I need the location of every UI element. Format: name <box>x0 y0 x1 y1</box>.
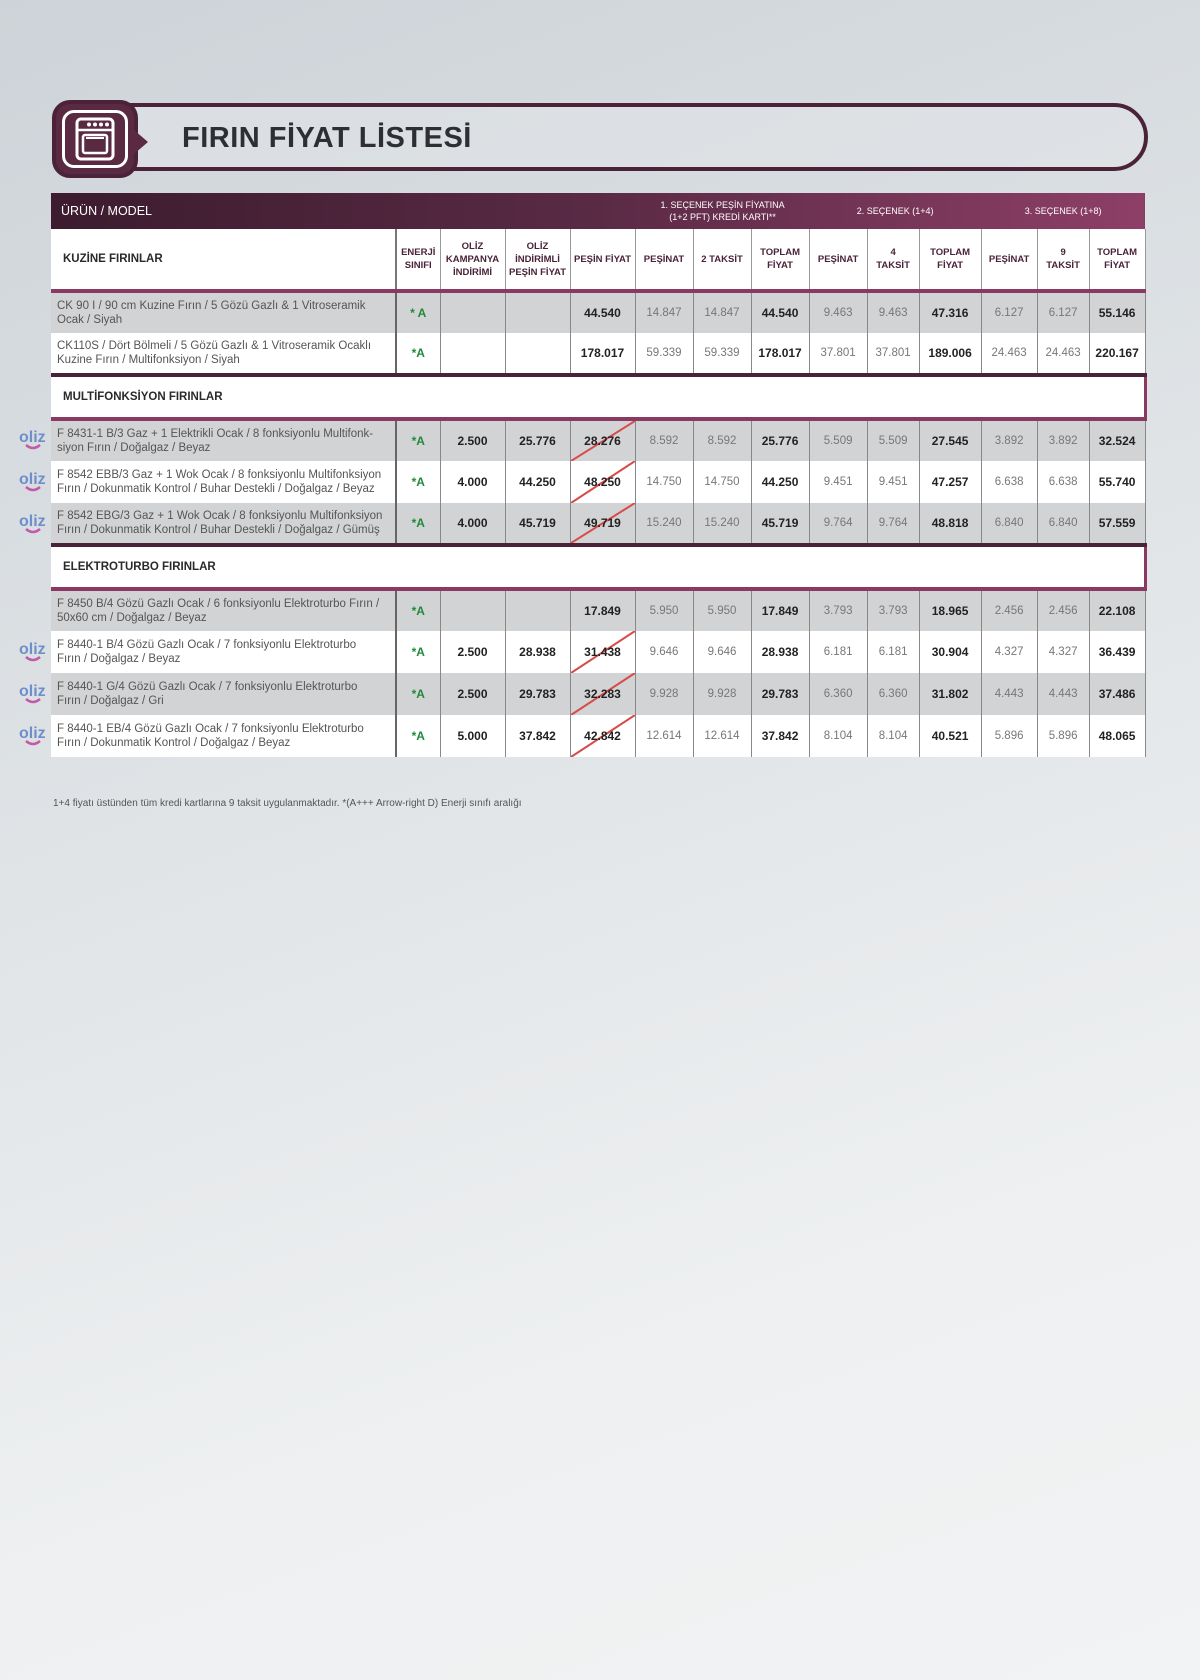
product-name-line: F 8440-1 B/4 Gözü Gazlı Ocak / 7 fonksiyonlu Elektroturbo <box>57 639 357 651</box>
cell-t3: 32.524 <box>1089 419 1145 461</box>
product-name-line: CK110S / Dört Bölmeli / 5 Gözü Gazlı & 1 Vitroseramik Ocaklı <box>57 340 372 352</box>
cell-i9: 3.892 <box>1037 419 1089 461</box>
old-price: 32.283 <box>584 687 621 701</box>
cell-t1: 45.719 <box>751 503 809 545</box>
cell-energy: *A <box>396 631 440 673</box>
cell-d1: 8.592 <box>635 419 693 461</box>
cell-t3: 55.740 <box>1089 461 1145 503</box>
cell-d1: 9.646 <box>635 631 693 673</box>
cell-cash <box>570 419 635 461</box>
inst4-header <box>867 229 919 291</box>
cell-d1: 5.950 <box>635 589 693 631</box>
inst9-header <box>1037 229 1089 291</box>
total2-header <box>919 229 981 291</box>
cell-i2: 14.847 <box>693 291 751 333</box>
table-row <box>51 715 1145 757</box>
cell-t3: 57.559 <box>1089 503 1145 545</box>
cell-t1: 178.017 <box>751 333 809 375</box>
cell-oliz: 28.938 <box>505 631 570 673</box>
oliz-logo <box>19 724 49 748</box>
cell-i4: 9.451 <box>867 461 919 503</box>
cell-i2: 15.240 <box>693 503 751 545</box>
cell-cash <box>570 631 635 673</box>
cell-oliz <box>505 291 570 333</box>
product-name-line: F 8440-1 EB/4 Gözü Gazlı Ocak / 7 fonksiyonlu Elektroturbo <box>57 723 364 735</box>
oliz-logo-text: oliz <box>19 683 46 700</box>
table-row <box>51 673 1145 715</box>
old-price: 28.276 <box>584 434 621 448</box>
old-price: 49.719 <box>584 516 621 530</box>
header-line: TOPLAM <box>930 247 971 258</box>
table-row <box>51 461 1145 503</box>
oliz-logo-mark <box>19 428 49 452</box>
header-line: TAKSİT <box>1046 260 1080 271</box>
cell-t3: 55.146 <box>1089 291 1145 333</box>
cell-energy: *A <box>396 333 440 375</box>
product-name-line: Fırın / Doğalgaz / Beyaz <box>57 653 181 665</box>
cell-cash <box>570 673 635 715</box>
header-line: 9 <box>1060 247 1066 258</box>
price-table <box>51 193 1147 757</box>
cell-energy: *A <box>396 715 440 757</box>
cell-t1: 37.842 <box>751 715 809 757</box>
product-name-line: F 8542 EBG/3 Gaz + 1 Wok Ocak / 8 fonksiyonlu Multifonksiyon <box>57 510 383 522</box>
inst2-header: 2 TAKSİT <box>693 229 751 291</box>
cell-i4: 3.793 <box>867 589 919 631</box>
cell-i2: 59.339 <box>693 333 751 375</box>
cell-d1: 12.614 <box>635 715 693 757</box>
cell-cash <box>570 503 635 545</box>
option1-line1: 1. SEÇENEK PEŞİN FİYATINA <box>660 200 785 210</box>
cell-d2: 3.793 <box>809 589 867 631</box>
oliz-logo-mark <box>19 682 49 706</box>
down2-header: PEŞİNAT <box>809 229 867 291</box>
product-name-line: F 8542 EBB/3 Gaz + 1 Wok Ocak / 8 fonksiyonlu Multifonksiyon <box>57 469 382 481</box>
cell-d1: 14.750 <box>635 461 693 503</box>
page-title: FIRIN FİYAT LİSTESİ <box>182 122 472 154</box>
oliz-discount-header <box>440 229 505 291</box>
old-price: 48.250 <box>584 475 621 489</box>
page-header <box>52 100 1148 178</box>
cell-i9: 6.840 <box>1037 503 1089 545</box>
table-row <box>51 333 1145 375</box>
oliz-logo <box>19 512 49 536</box>
section-header-row <box>51 375 1145 419</box>
cell-d2: 37.801 <box>809 333 867 375</box>
cell-t1: 25.776 <box>751 419 809 461</box>
oliz-logo-text: oliz <box>19 641 46 658</box>
cell-energy: *A <box>396 461 440 503</box>
oliz-price-header <box>505 229 570 291</box>
cell-i9: 24.463 <box>1037 333 1089 375</box>
header-line: FİYAT <box>767 260 793 271</box>
option1-header <box>396 193 809 229</box>
cell-i9: 4.327 <box>1037 631 1089 673</box>
cell-cash: 178.017 <box>570 333 635 375</box>
cell-t2: 31.802 <box>919 673 981 715</box>
cell-disc: 5.000 <box>440 715 505 757</box>
option1-line2: (1+2 PFT) KREDİ KARTI** <box>669 212 776 222</box>
cash-price-header: PEŞİN FİYAT <box>570 229 635 291</box>
cell-i9: 6.127 <box>1037 291 1089 333</box>
cell-i9: 4.443 <box>1037 673 1089 715</box>
product-name-line: F 8440-1 G/4 Gözü Gazlı Ocak / 7 fonksiyonlu Elektroturbo <box>57 681 358 693</box>
total1-header <box>751 229 809 291</box>
cell-t2: 40.521 <box>919 715 981 757</box>
cell-t1: 44.250 <box>751 461 809 503</box>
cell-i2: 9.928 <box>693 673 751 715</box>
cell-t3: 48.065 <box>1089 715 1145 757</box>
table-row <box>51 589 1145 631</box>
down3-header: PEŞİNAT <box>981 229 1037 291</box>
header-line: OLİZ <box>526 240 549 252</box>
product-name <box>51 419 396 461</box>
cell-t2: 47.257 <box>919 461 981 503</box>
oliz-logo-mark <box>19 640 49 664</box>
cell-cash <box>570 461 635 503</box>
oliz-logo <box>19 428 49 452</box>
cell-disc: 4.000 <box>440 503 505 545</box>
cell-t2: 189.006 <box>919 333 981 375</box>
cell-i9: 2.456 <box>1037 589 1089 631</box>
cell-t3: 36.439 <box>1089 631 1145 673</box>
cell-d3: 4.443 <box>981 673 1037 715</box>
cell-t2: 27.545 <box>919 419 981 461</box>
cell-energy: *A <box>396 503 440 545</box>
cell-disc: 2.500 <box>440 631 505 673</box>
header-line: PEŞİN FİYAT <box>508 266 566 278</box>
section-header-row <box>51 545 1145 589</box>
header-icon-box <box>52 100 138 178</box>
footnote: 1+4 fiyatı üstünden tüm kredi kartlarına 9 taksit uygulanmaktadır. *(A+++ Arrow-right D) Enerji sınıfı aralığı <box>53 798 522 809</box>
header-line: OLİZ <box>461 240 484 252</box>
cell-t3: 22.108 <box>1089 589 1145 631</box>
cell-disc: 2.500 <box>440 419 505 461</box>
product-name <box>51 589 396 631</box>
header-line: SINIFI <box>404 260 432 271</box>
product-name <box>51 333 396 375</box>
product-name <box>51 673 396 715</box>
product-name-line: Fırın / Doğalgaz / Gri <box>57 695 164 707</box>
section-title: MULTİFONKSİYON FIRINLAR <box>51 375 1145 419</box>
oliz-logo-text: oliz <box>19 725 46 742</box>
cell-i4: 9.764 <box>867 503 919 545</box>
cell-i4: 6.181 <box>867 631 919 673</box>
cell-i9: 5.896 <box>1037 715 1089 757</box>
product-name-line: F 8450 B/4 Gözü Gazlı Ocak / 6 fonksiyonlu Elektroturbo Fırın / <box>57 598 380 610</box>
oliz-logo-text: oliz <box>19 429 46 446</box>
cell-d2: 9.764 <box>809 503 867 545</box>
cell-oliz: 25.776 <box>505 419 570 461</box>
oliz-logo <box>19 640 49 664</box>
option3-header: 3. SEÇENEK (1+8) <box>1024 206 1102 216</box>
cell-t2: 48.818 <box>919 503 981 545</box>
product-name <box>51 291 396 333</box>
total3-header <box>1089 229 1145 291</box>
cell-disc: 2.500 <box>440 673 505 715</box>
oliz-logo-mark <box>19 512 49 536</box>
cell-d1: 14.847 <box>635 291 693 333</box>
cell-d2: 6.181 <box>809 631 867 673</box>
cell-t1: 44.540 <box>751 291 809 333</box>
down1-header: PEŞİNAT <box>635 229 693 291</box>
cell-disc: 4.000 <box>440 461 505 503</box>
cell-t1: 29.783 <box>751 673 809 715</box>
section-title: ELEKTROTURBO FIRINLAR <box>51 545 1145 589</box>
cell-t2: 30.904 <box>919 631 981 673</box>
cell-i2: 5.950 <box>693 589 751 631</box>
cell-cash: 44.540 <box>570 291 635 333</box>
cell-i2: 9.646 <box>693 631 751 673</box>
product-name-line: Fırın / Dokunmatik Kontrol / Doğalgaz / Beyaz <box>57 737 291 749</box>
table-row <box>51 419 1145 461</box>
old-price: 31.438 <box>584 645 621 659</box>
header-line: İNDİRİMİ <box>452 266 493 278</box>
product-name-line: Fırın / Dokunmatik Kontrol / Buhar Destekli / Doğalgaz / Gümüş <box>57 524 380 536</box>
old-price: 42.842 <box>584 729 621 743</box>
product-name-line: F 8431-1 B/3 Gaz + 1 Elektrikli Ocak / 8 fonksiyonlu Multifonk- <box>57 428 374 440</box>
product-name-line: siyon Fırın / Doğalgaz / Beyaz <box>57 442 211 454</box>
cell-d1: 15.240 <box>635 503 693 545</box>
cell-t1: 28.938 <box>751 631 809 673</box>
table-row <box>51 631 1145 673</box>
cell-disc <box>440 333 505 375</box>
cell-i4: 9.463 <box>867 291 919 333</box>
cell-d1: 59.339 <box>635 333 693 375</box>
header-line: İNDİRİMLİ <box>515 253 560 265</box>
product-name-line: Fırın / Dokunmatik Kontrol / Buhar Destekli / Doğalgaz / Beyaz <box>57 483 375 495</box>
cell-t2: 47.316 <box>919 291 981 333</box>
header-line: TOPLAM <box>1097 247 1138 258</box>
product-name <box>51 715 396 757</box>
oliz-logo-text: oliz <box>19 471 46 488</box>
cell-t1: 17.849 <box>751 589 809 631</box>
product-name-line: Kuzine Fırın / Multifonksiyon / Siyah <box>57 354 240 366</box>
column-header-row <box>51 229 1145 291</box>
product-name <box>51 461 396 503</box>
cell-oliz: 37.842 <box>505 715 570 757</box>
cell-energy: * A <box>396 291 440 333</box>
header-line: TOPLAM <box>760 247 801 258</box>
cell-d3: 6.840 <box>981 503 1037 545</box>
cell-oliz <box>505 333 570 375</box>
oliz-logo-text: oliz <box>19 513 46 530</box>
oliz-logo-mark <box>19 724 49 748</box>
section-title: KUZİNE FIRINLAR <box>51 229 396 291</box>
cell-disc <box>440 291 505 333</box>
cell-oliz: 29.783 <box>505 673 570 715</box>
product-model-header: ÜRÜN / MODEL <box>61 204 152 218</box>
cell-i4: 5.509 <box>867 419 919 461</box>
cell-d2: 6.360 <box>809 673 867 715</box>
cell-t2: 18.965 <box>919 589 981 631</box>
cell-disc <box>440 589 505 631</box>
cell-energy: *A <box>396 589 440 631</box>
product-name-line: 50x60 cm / Doğalgaz / Beyaz <box>57 612 207 624</box>
table-body <box>51 291 1145 757</box>
cell-t3: 37.486 <box>1089 673 1145 715</box>
cell-cash <box>570 715 635 757</box>
oliz-logo <box>19 470 49 494</box>
cell-d2: 9.451 <box>809 461 867 503</box>
cell-i9: 6.638 <box>1037 461 1089 503</box>
cell-oliz: 44.250 <box>505 461 570 503</box>
cell-i4: 6.360 <box>867 673 919 715</box>
table-row <box>51 291 1145 333</box>
cell-i4: 8.104 <box>867 715 919 757</box>
table-row <box>51 503 1145 545</box>
oven-icon <box>62 110 128 168</box>
header-line: TAKSİT <box>876 260 910 271</box>
header-line: 4 <box>890 247 896 258</box>
cell-d3: 24.463 <box>981 333 1037 375</box>
oliz-logo-mark <box>19 470 49 494</box>
product-name <box>51 503 396 545</box>
cell-d3: 6.127 <box>981 291 1037 333</box>
header-line: KAMPANYA <box>445 253 500 265</box>
cell-t3: 220.167 <box>1089 333 1145 375</box>
header-line: FİYAT <box>1104 260 1131 271</box>
cell-d3: 6.638 <box>981 461 1037 503</box>
cell-i2: 8.592 <box>693 419 751 461</box>
option2-header: 2. SEÇENEK (1+4) <box>856 206 934 216</box>
product-name-line: CK 90 I / 90 cm Kuzine Fırın / 5 Gözü Gazlı & 1 Vitroseramik <box>57 300 366 312</box>
cell-d2: 5.509 <box>809 419 867 461</box>
product-name <box>51 631 396 673</box>
cell-energy: *A <box>396 673 440 715</box>
cell-d2: 8.104 <box>809 715 867 757</box>
oliz-logo <box>19 682 49 706</box>
cell-d3: 2.456 <box>981 589 1037 631</box>
cell-energy: *A <box>396 419 440 461</box>
cell-d3: 3.892 <box>981 419 1037 461</box>
energy-header <box>396 229 440 291</box>
cell-d3: 4.327 <box>981 631 1037 673</box>
cell-i2: 12.614 <box>693 715 751 757</box>
cell-oliz: 45.719 <box>505 503 570 545</box>
product-name-line: Ocak / Siyah <box>57 314 123 326</box>
cell-i2: 14.750 <box>693 461 751 503</box>
cell-d1: 9.928 <box>635 673 693 715</box>
cell-oliz <box>505 589 570 631</box>
header-line: ENERJİ <box>401 247 436 258</box>
cell-d3: 5.896 <box>981 715 1037 757</box>
cell-i4: 37.801 <box>867 333 919 375</box>
header-line: FİYAT <box>937 260 964 271</box>
cell-d2: 9.463 <box>809 291 867 333</box>
cell-cash: 17.849 <box>570 589 635 631</box>
top-header-row <box>51 193 1145 229</box>
